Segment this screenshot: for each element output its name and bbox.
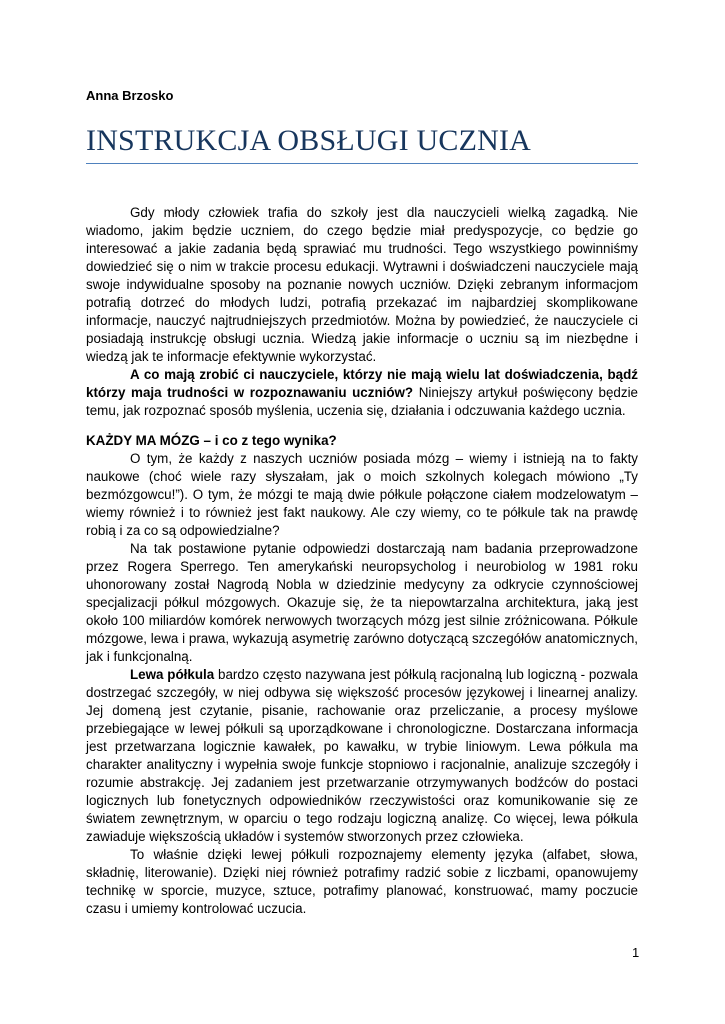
paragraph-question: [86, 366, 638, 420]
page-number: 1: [632, 945, 640, 960]
question-bold: A co mają zrobić ci nauczyciele, którzy nie mają wielu lat doświadczenia, bądź którzy maja trudności w rozpoznawaniu uczniów?: [86, 367, 638, 400]
left-hemisphere-bold: Lewa półkula: [130, 667, 215, 682]
document-body: [86, 204, 638, 918]
paragraph-left-hemisphere: [86, 666, 638, 846]
section-heading: KAŻDY MA MÓZG – i co z tego wynika?: [86, 433, 337, 448]
paragraph-language: To właśnie dzięki lewej półkuli rozpoznajemy elementy języka (alfabet, słowa, składnię, literowanie). Dzięki niej również potrafimy radzić sobie z liczbami, opanowujemy technikę w sporcie, muzyce, sztuce, potrafimy planować, konstruować, mamy poczucie czasu i umiemy kontrolować uczucia.: [86, 847, 638, 916]
title-underline: [86, 163, 638, 164]
document-title: INSTRUKCJA OBSŁUGI UCZNIA: [86, 124, 532, 157]
paragraph-intro: Gdy młody człowiek trafia do szkoły jest dla nauczycieli wielką zagadką. Nie wiadomo, jakim będzie uczniem, do czego będzie miał predyspozycje, co będzie go interesować a jakie zadania będą sprawiać mu trudności. Tego wszystkiego powinniśmy dowiedzieć się o nim w trakcie procesu edukacji. Wytrawni i doświadczeni nauczyciele mają swoje indywidualne sposoby na poznanie nowych uczniów. Dzięki zebranym informacjom potrafią dotrzeć do młodych ludzi, potrafią przekazać im najbardziej skomplikowane informacje, nauczyć najtrudniejszych przedmiotów. Można by powiedzieć, że nauczyciele ci posiadają instrukcję obsługi ucznia. Wiedzą jakie informacje o uczniu są im niezbędne i wiedzą jak te informacje efektywnie wykorzystać.: [86, 205, 638, 364]
left-hemisphere-rest: bardzo często nazywana jest półkulą racjonalną lub logiczną - pozwala dostrzegać szczegóły, w niej odbywa się większość procesów językowej i linearnej analizy. Jej domeną jest czytanie, pisanie, rachowanie oraz przeliczanie, a procesy myślowe przebiegające w lewej półkuli są uporządkowane i chronologiczne. Dostarczana informacja jest przetwarzana logicznie kawałek, po kawałku, w trybie liniowym. Lewa półkula ma charakter analityczny i wypełnia swoje funkcje stopniowo i racjonalnie, analizuje szczegóły i rozumie abstrakcję. Jej zadaniem jest przetwarzanie otrzymywanych bodźców do postaci logicznych lub fonetycznych odpowiedników rzeczywistości oraz komunikowanie się ze światem zewnętrznym, w oparciu o tego rodzaju logiczną analizę. Co więcej, lewa półkula zawiaduje większością układów i systemów stworzonych przez człowieka.: [86, 667, 638, 844]
paragraph-sperry: Na tak postawione pytanie odpowiedzi dostarczają nam badania przeprowadzone przez Rogera Sperrego. Ten amerykański neuropsycholog i neurobiolog w 1981 roku uhonorowany został Nagrodą Nobla w dziedzinie medycyny za odkrycie czynnościowej specjalizacji półkul mózgowych. Okazuje się, że ta niepowtarzalna architektura, jaką jest około 100 miliardów komórek nerwowych tworzących mózg jest silnie zróżnicowana. Półkule mózgowe, lewa i prawa, wykazują asymetrię zarówno dotyczącą szczegółów anatomicznych, jak i funkcjonalną.: [86, 541, 638, 664]
author-name: Anna Brzosko: [86, 88, 174, 103]
paragraph-brain: O tym, że każdy z naszych uczniów posiada mózg – wiemy i istnieją na to fakty naukowe (choć wiele razy słyszałam, jak o moich szkolnych kolegach mówiono „Ty bezmózgowcu!”). O tym, że mózgi te mają dwie półkule połączone ciałem modzelowatym – wiemy również i to również jest fakt naukowy. Ale czy wiemy, co te półkule tak na prawdę robią i za co są odpowiedzialne?: [86, 451, 638, 538]
question-rest: Niniejszy artykuł poświęcony będzie temu, jak rozpoznać sposób myślenia, uczenia się, działania i odczuwania każdego ucznia.: [86, 385, 638, 418]
